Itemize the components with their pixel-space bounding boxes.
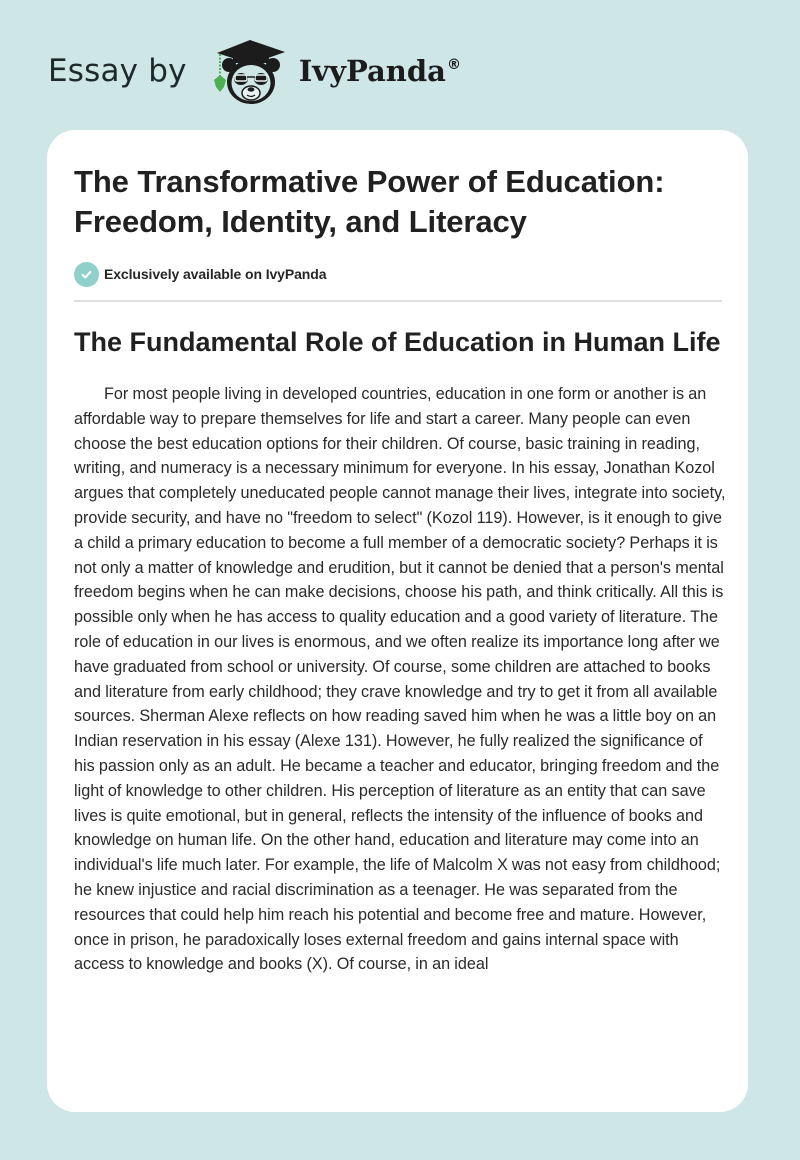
registered-mark: ® bbox=[446, 56, 461, 73]
panda-graduate-icon[interactable] bbox=[205, 35, 295, 107]
brand-header bbox=[48, 36, 461, 106]
badge-text: Exclusively available on IvyPanda bbox=[104, 266, 327, 282]
check-circle-icon bbox=[74, 262, 99, 287]
brand-name[interactable] bbox=[298, 53, 461, 88]
essay-card bbox=[47, 130, 748, 1112]
body-paragraph: For most people living in developed countries, education in one form or another is an affordable way to prepare themselves for life and start a career. Many people can even choose the best education options for their children. Of course, basic training in reading, writing, and numeracy is a necessary minimum for everyone. In his essay, Jonathan Kozol argues that completely uneducated people cannot manage their lives, integrate into society, provide security, and have no "freedom to select" (Kozol 119). However, is it enough to give a child a primary education to become a full member of a democratic society? Perhaps it is not only a matter of knowledge and erudition, but it cannot be denied that a person's mental freedom begins when he can make decisions, choose his path, and think critically. All this is possible only when he has access to quality education and a good variety of literature. The role of education in our lives is enormous, and we often realize its importance long after we have graduated from school or university. Of course, some children are attached to books and literature from early childhood; they crave knowledge and try to get it from all available sources. Sherman Alexe reflects on how reading saved him when he was a little boy on an Indian reservation in his essay (Alexe 131). However, he fully realized the significance of his passion only as an adult. He became a teacher and educator, bringing freedom and the light of knowledge to other children. His perception of literature as an entity that can save lives is quite emotional, but in general, reflects the intensity of the influence of books and knowledge on human life. On the other hand, education and literature may come into an individual's life much later. For example, the life of Malcolm X was not easy from childhood; he knew injustice and racial discrimination as a teenager. He was separated from the resources that could help him reach his potential and become free and mature. However, once in prison, he paradoxically loses external freedom and gains internal space with access to knowledge and books (X). Of course, in an ideal bbox=[74, 385, 726, 974]
brand-prefix: Essay by bbox=[48, 52, 187, 89]
brand-name-text: IvyPanda bbox=[298, 53, 446, 88]
divider bbox=[74, 300, 722, 302]
section-heading: The Fundamental Role of Education in Human Life bbox=[74, 327, 721, 357]
exclusive-badge bbox=[74, 261, 722, 287]
essay-section bbox=[74, 322, 726, 977]
page-title: The Transformative Power of Education: Freedom, Identity, and Literacy bbox=[74, 164, 665, 239]
